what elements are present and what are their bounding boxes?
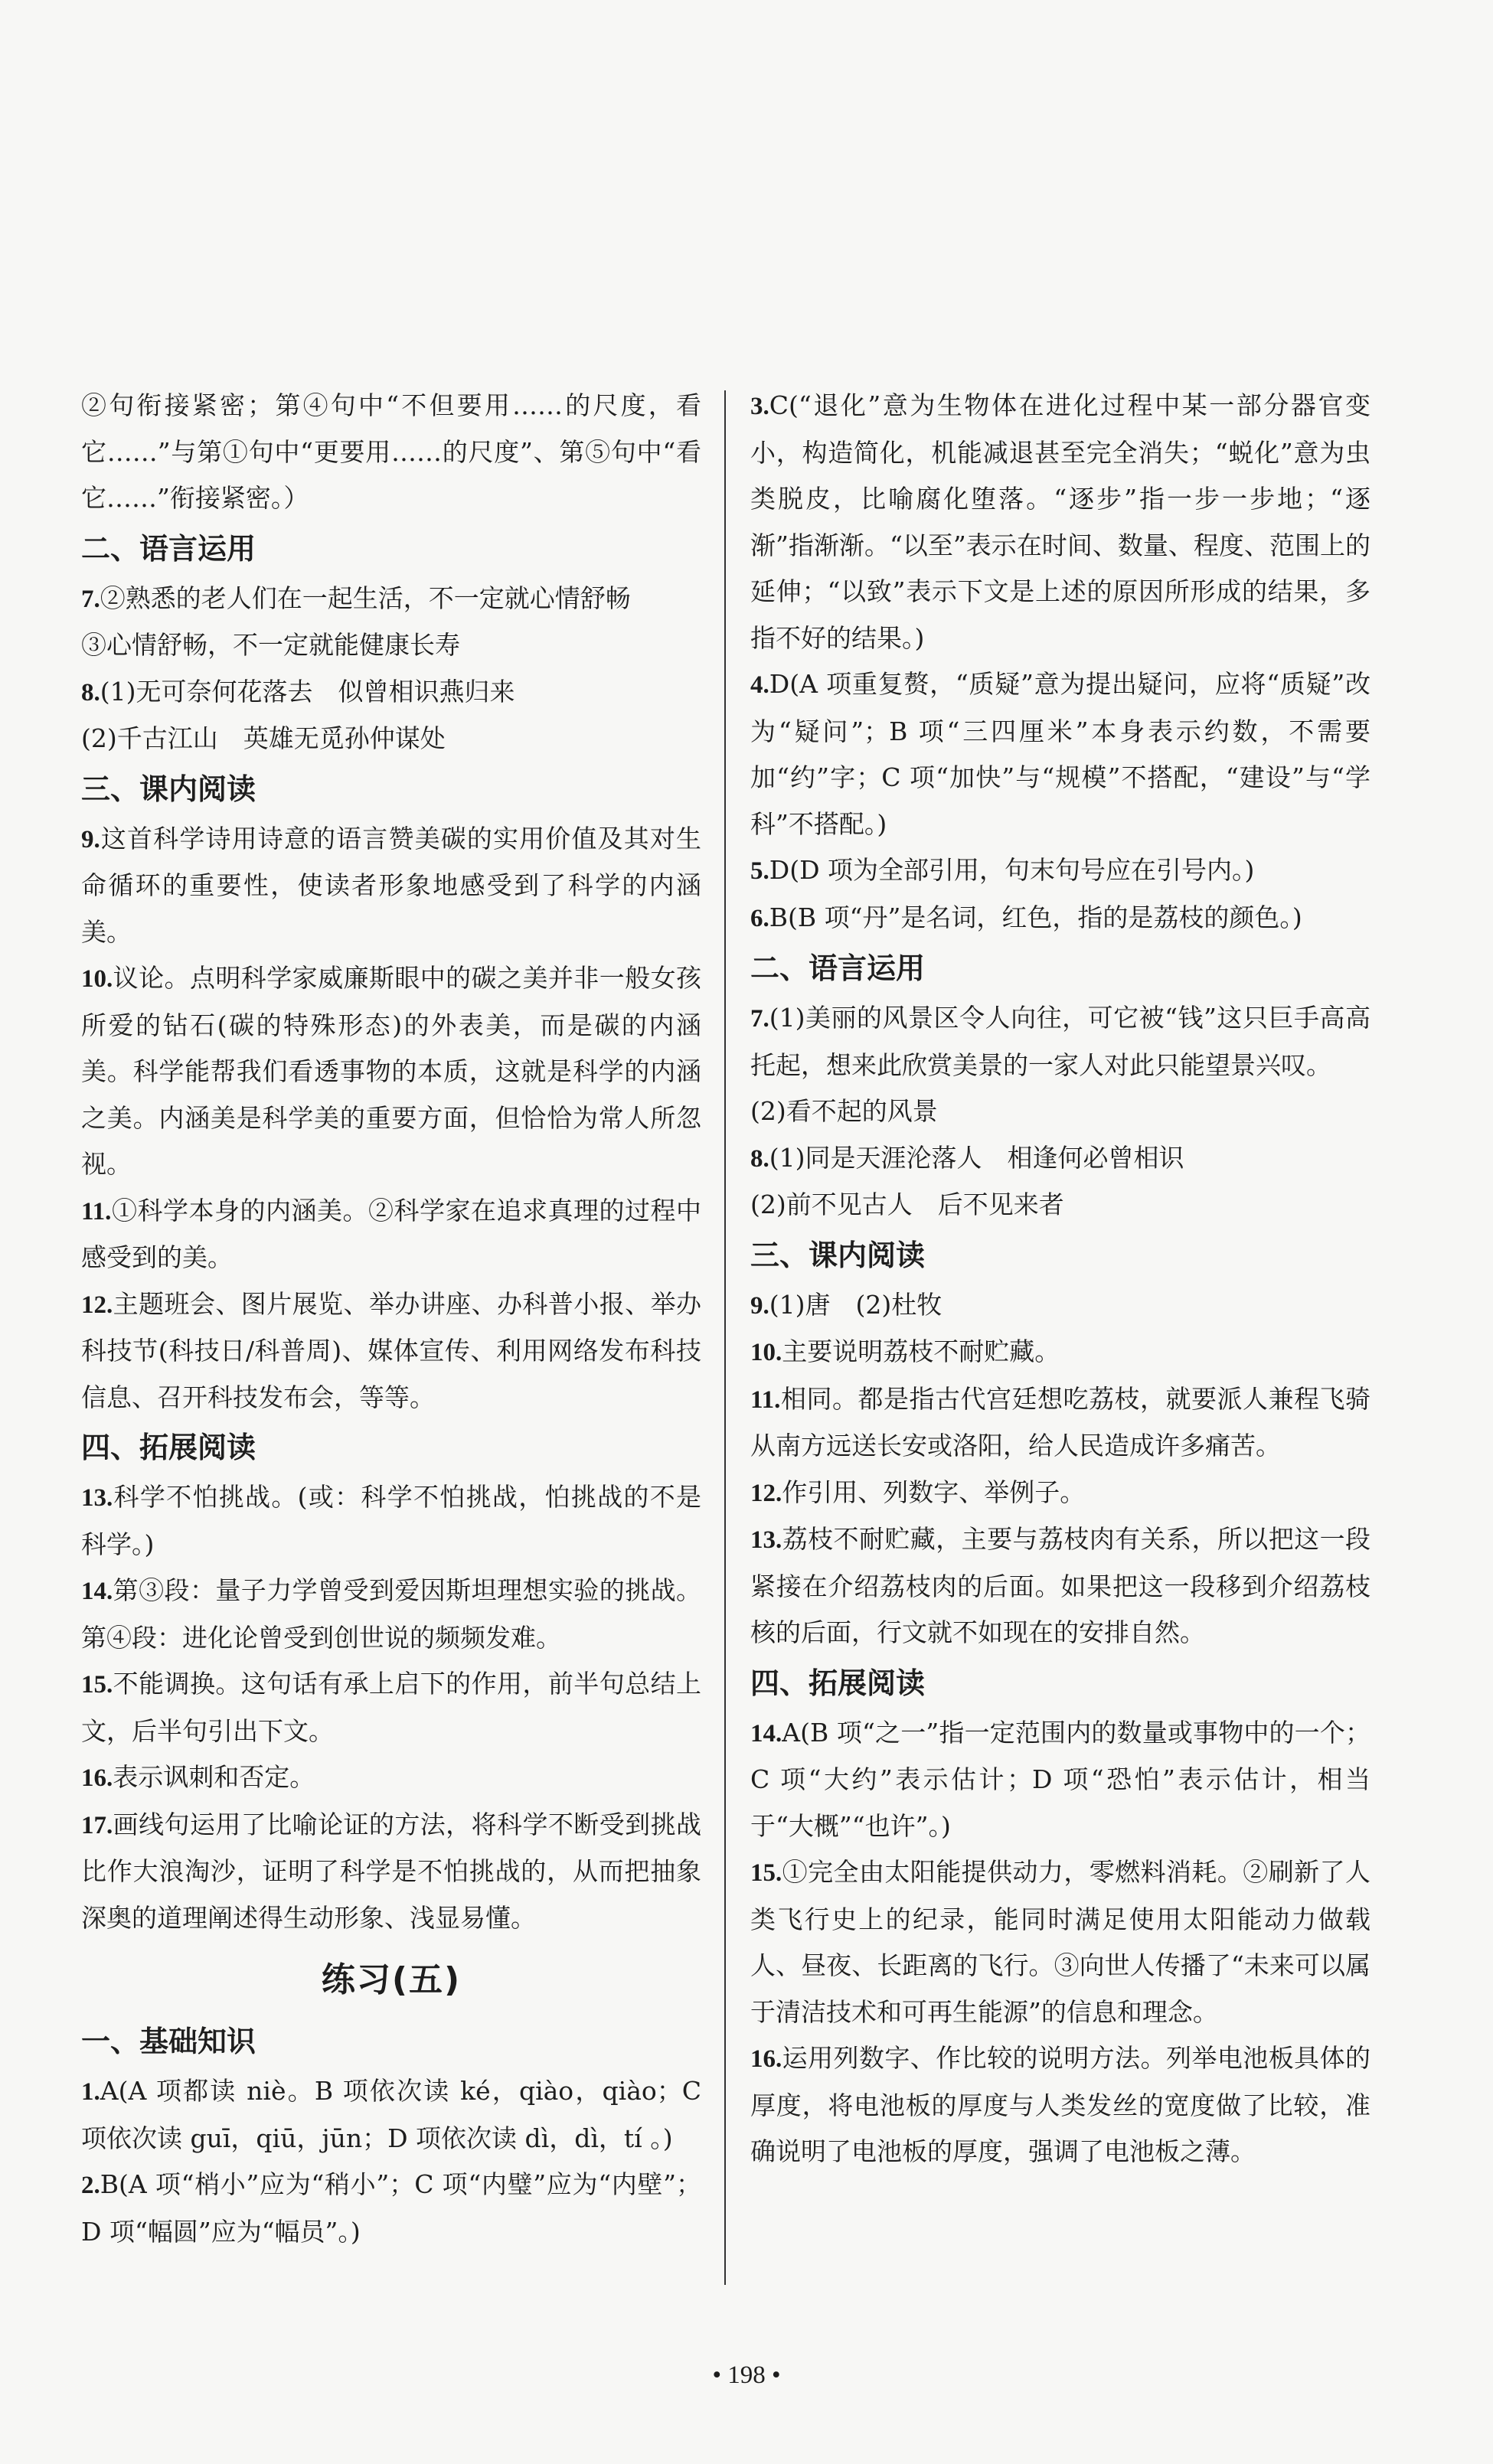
answer-text: (1)美丽的风景区令人向往，可它被“钱”这只巨手高高托起，想来此欣赏美景的一家人对此只能望景兴叹。 [750, 1003, 1370, 1080]
answer-8 [750, 1135, 1370, 1183]
section-heading-reading: 三、课内阅读 [750, 1238, 926, 1272]
section-heading-language: 二、语言运用 [81, 531, 256, 566]
answer-number: 5. [750, 857, 769, 885]
answer-text: 相同。都是指古代宫廷想吃荔枝，就要派人兼程飞骑从南方远送长安或洛阳，给人民造成许多痛苦。 [750, 1383, 1370, 1460]
answer-number: 16. [750, 2045, 782, 2073]
section-heading-reading: 三、课内阅读 [81, 772, 256, 806]
answer-text: 不能调换。这句话有承上启下的作用，前半句总结上文，后半句引出下文。 [81, 1669, 701, 1746]
column-divider [724, 390, 726, 2285]
answer-15 [750, 1849, 1370, 2035]
answer-number: 1. [81, 2078, 100, 2106]
answer-13 [750, 1516, 1370, 1656]
answer-text: 作引用、列数字、举例子。 [782, 1477, 1086, 1507]
answer-7-line-2 [750, 1088, 1370, 1135]
answer-14 [81, 1568, 701, 1661]
answer-number: 11. [81, 1197, 112, 1225]
answer-7 [750, 995, 1370, 1088]
answer-text: ②句衔接紧密；第④句中“不但要用……的尺度，看它……”与第①句中“更要用……的尺度”、第⑤句中“看它……”衔接紧密。） [81, 390, 701, 513]
answer-number: 14. [81, 1578, 113, 1605]
answer-number: 13. [750, 1526, 782, 1554]
answer-text: 科学不怕挑战。(或：科学不怕挑战，怕挑战的不是科学。) [81, 1482, 701, 1559]
section-heading-extended-reading: 四、拓展阅读 [81, 1431, 256, 1464]
answer-4 [750, 661, 1370, 847]
answer-text: (1)无可奈何花落去 似曾相识燕归来 [100, 676, 515, 707]
answer-text: D(D 项为全部引用，句末句号应在引号内。) [769, 855, 1255, 885]
answer-number: 10. [750, 1339, 782, 1366]
answer-number: 15. [81, 1671, 113, 1699]
answer-text: C(“退化”意为生物体在进化过程中某一部分器官变小，构造简化，机能减退甚至完全消失；“蜕化”意为虫类脱皮，比喻腐化堕落。“逐步”指一步一步地；“逐渐”指渐渐。“以至”表示在时间、数量、程度、范围上的延伸；“以致”表示下文是上述的原因所形成的结果，多指不好的结果。) [750, 390, 1370, 653]
answer-11 [81, 1188, 701, 1281]
answer-text: B(A 项“梢小”应为“稍小”；C 项“内璧”应为“内壁”；D 项“幅圆”应为“幅员”。) [81, 2169, 701, 2247]
answer-10 [750, 1329, 1370, 1376]
answer-text: (1)唐 (2)杜牧 [769, 1289, 943, 1320]
answer-number: 15. [750, 1859, 782, 1887]
answer-3 [750, 383, 1370, 661]
answer-number: 7. [81, 585, 100, 613]
answer-9 [750, 1282, 1370, 1330]
answer-text: 表示讽刺和否定。 [113, 1762, 315, 1792]
answer-continuation [81, 383, 701, 522]
answer-12 [81, 1281, 701, 1421]
answer-text: 议论。点明科学家威廉斯眼中的碳之美并非一般女孩所爱的钻石(碳的特殊形态)的外表美，而是碳的内涵美。科学能帮我们看透事物的本质，这就是科学的内涵之美。内涵美是科学美的重要方面，但恰恰为常人所忽视。 [81, 963, 701, 1179]
answer-16 [81, 1754, 701, 1802]
answer-number: 7. [750, 1005, 769, 1033]
answer-number: 3. [750, 393, 769, 420]
answer-number: 2. [81, 2172, 100, 2199]
answer-text: 主题班会、图片展览、举办讲座、办科普小报、举办科技节(科技日/科普周)、媒体宣传、利用网络发布科技信息、召开科技发布会，等等。 [81, 1288, 701, 1412]
answer-11 [750, 1376, 1370, 1470]
answer-13 [81, 1474, 701, 1568]
exercise-title: 练习(五) [321, 1960, 462, 1999]
answer-number: 11. [750, 1385, 781, 1414]
answer-text: A(A 项都读 niè。B 项依次读 ké，qiào，qiào；C 项依次读 guī，qiū，jūn；D 项依次读 dì，dì，tí 。) [81, 2076, 701, 2153]
answer-7-line-2 [81, 622, 701, 669]
answer-2 [81, 2162, 701, 2255]
answer-number: 9. [81, 825, 100, 853]
section-heading-language: 二、语言运用 [750, 951, 926, 985]
answer-1 [81, 2068, 701, 2162]
answer-number: 14. [750, 1719, 782, 1748]
answer-text: 主要说明荔枝不耐贮藏。 [782, 1336, 1060, 1366]
answer-text: B(B 项“丹”是名词，红色，指的是荔枝的颜色。) [769, 902, 1302, 932]
answer-text: ②熟悉的老人们在一起生活，不一定就心情舒畅 [100, 583, 631, 613]
answer-text: (2)前不见古人 后不见来者 [750, 1190, 1064, 1219]
answer-text: (1)同是天涯沦落人 相逢何必曾相识 [769, 1142, 1184, 1173]
answer-number: 9. [750, 1291, 769, 1320]
answer-text: 第③段：量子力学曾受到爱因斯坦理想实验的挑战。第④段：进化论曾受到创世说的频频发难。 [81, 1575, 701, 1653]
answer-text: A(B 项“之一”指一定范围内的数量或事物中的一个；C 项“大约”表示估计；D 项“恐怕”表示估计，相当于“大概”“也许”。) [750, 1717, 1370, 1841]
answer-8-line-2 [750, 1182, 1370, 1229]
left-column [81, 383, 701, 2255]
right-column [750, 383, 1370, 2175]
answer-10 [81, 955, 701, 1188]
answer-12 [750, 1470, 1370, 1517]
answer-8-line-2 [81, 716, 701, 762]
answer-number: 10. [81, 965, 113, 993]
answer-text: 荔枝不耐贮藏，主要与荔枝肉有关系，所以把这一段紧接在介绍荔枝肉的后面。如果把这一段移到介绍荔枝核的后面，行文就不如现在的安排自然。 [750, 1524, 1370, 1647]
answer-number: 4. [750, 671, 769, 699]
answer-number: 12. [81, 1291, 113, 1319]
answer-5 [750, 847, 1370, 895]
answer-8 [81, 669, 701, 716]
answer-text: 运用列数字、作比较的说明方法。列举电池板具体的厚度，将电池板的厚度与人类发丝的宽度做了比较，准确说明了电池板的厚度，强调了电池板之薄。 [750, 2043, 1370, 2166]
answer-number: 6. [750, 904, 769, 932]
answer-16 [750, 2035, 1370, 2175]
answer-text: (2)千古江山 英雄无觅孙仲谋处 [81, 723, 446, 753]
answer-7 [81, 576, 701, 623]
answer-number: 13. [81, 1484, 113, 1512]
answer-text: ①完全由太阳能提供动力，零燃料消耗。②刷新了人类飞行史上的纪录，能同时满足使用太阳能动力做载人、昼夜、长距离的飞行。③向世人传播了“未来可以属于清洁技术和可再生能源”的信息和理念。 [750, 1857, 1370, 2027]
answer-number: 12. [750, 1479, 782, 1507]
answer-number: 8. [81, 678, 100, 707]
answer-number: 17. [81, 1811, 113, 1839]
answer-9 [81, 816, 701, 956]
answer-number: 16. [81, 1764, 113, 1792]
section-heading-basic: 一、基础知识 [81, 2025, 256, 2058]
answer-text: D(A 项重复赘，“质疑”意为提出疑问，应将“质疑”改为“疑问”；B 项“三四厘米”本身表示约数，不需要加“约”字；C 项“加快”与“规模”不搭配，“建设”与“学科”不搭配。) [750, 669, 1370, 839]
answer-text: 这首科学诗用诗意的语言赞美碳的实用价值及其对生命循环的重要性，使读者形象地感受到了科学的内涵美。 [81, 823, 701, 947]
answer-text: ③心情舒畅，不一定就能健康长寿 [81, 630, 460, 660]
answer-number: 8. [750, 1144, 769, 1173]
page-number: • 198 • [712, 2361, 781, 2389]
answer-text: ①科学本身的内涵美。②科学家在追求真理的过程中感受到的美。 [81, 1195, 701, 1272]
section-heading-extended-reading: 四、拓展阅读 [750, 1666, 926, 1700]
answer-6 [750, 895, 1370, 942]
answer-text: (2)看不起的风景 [750, 1096, 938, 1126]
answer-14 [750, 1710, 1370, 1850]
answer-17 [81, 1802, 701, 1942]
answer-15 [81, 1661, 701, 1754]
answer-text: 画线句运用了比喻论证的方法，将科学不断受到挑战比作大浪淘沙，证明了科学是不怕挑战的，从而把抽象深奥的道理阐述得生动形象、浅显易懂。 [81, 1809, 701, 1933]
